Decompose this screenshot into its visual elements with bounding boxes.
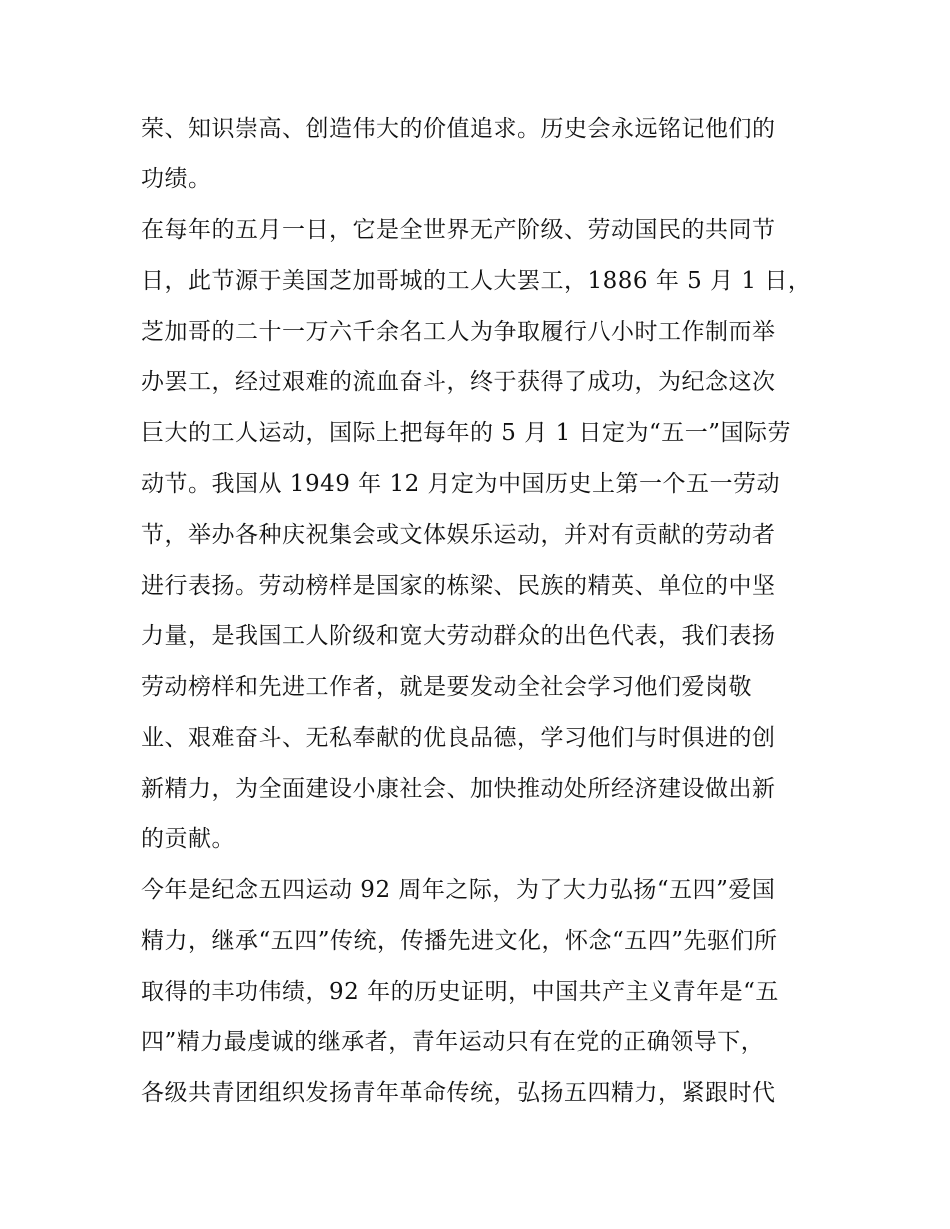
text-line: 今年是纪念五四运动 92 周年之际，为了大力弘扬“五四”爱国	[141, 877, 776, 903]
text-line: 芝加哥的二十一万六千余名工人为争取履行八小时工作制而举	[141, 319, 776, 345]
text-line: 功绩。	[141, 166, 212, 192]
text-line: 精力，继承“五四”传统，传播先进文化，怀念“五四”先驱们所	[141, 928, 778, 954]
text-line: 取得的丰功伟绩，92 年的历史证明，中国共产主义青年是“五	[141, 979, 779, 1005]
text-line: 业、艰难奋斗、无私奉献的优良品德，学习他们与时俱进的创	[141, 725, 776, 751]
text-line: 巨大的工人运动，国际上把每年的 5 月 1 日定为“五一”国际劳	[141, 420, 792, 446]
text-line: 办罢工，经过艰难的流血奋斗，终于获得了成功，为纪念这次	[141, 369, 776, 395]
text-line: 进行表扬。劳动榜样是国家的栋梁、民族的精英、单位的中坚	[141, 573, 776, 599]
text-line: 荣、知识崇高、创造伟大的价值追求。历史会永远铭记他们的	[141, 116, 776, 142]
text-line: 日，此节源于美国芝加哥城的工人大罢工，1886 年 5 月 1 日，	[141, 268, 812, 294]
text-line: 力量，是我国工人阶级和宽大劳动群众的出色代表，我们表扬	[141, 623, 776, 649]
text-line: 四”精力最虔诚的继承者，青年运动只有在党的正确领导下，	[141, 1029, 765, 1055]
text-line: 在每年的五月一日，它是全世界无产阶级、劳动国民的共同节	[141, 217, 776, 243]
text-line: 节，举办各种庆祝集会或文体娱乐运动，并对有贡献的劳动者	[141, 522, 776, 548]
text-line: 新精力，为全面建设小康社会、加快推动处所经济建设做出新	[141, 776, 776, 802]
text-line: 劳动榜样和先进工作者，就是要发动全社会学习他们爱岗敬	[141, 674, 752, 700]
text-line: 各级共青团组织发扬青年革命传统，弘扬五四精力，紧跟时代	[141, 1080, 776, 1106]
text-line: 的贡献。	[141, 826, 235, 852]
text-line: 动节。我国从 1949 年 12 月定为中国历史上第一个五一劳动	[141, 471, 781, 497]
